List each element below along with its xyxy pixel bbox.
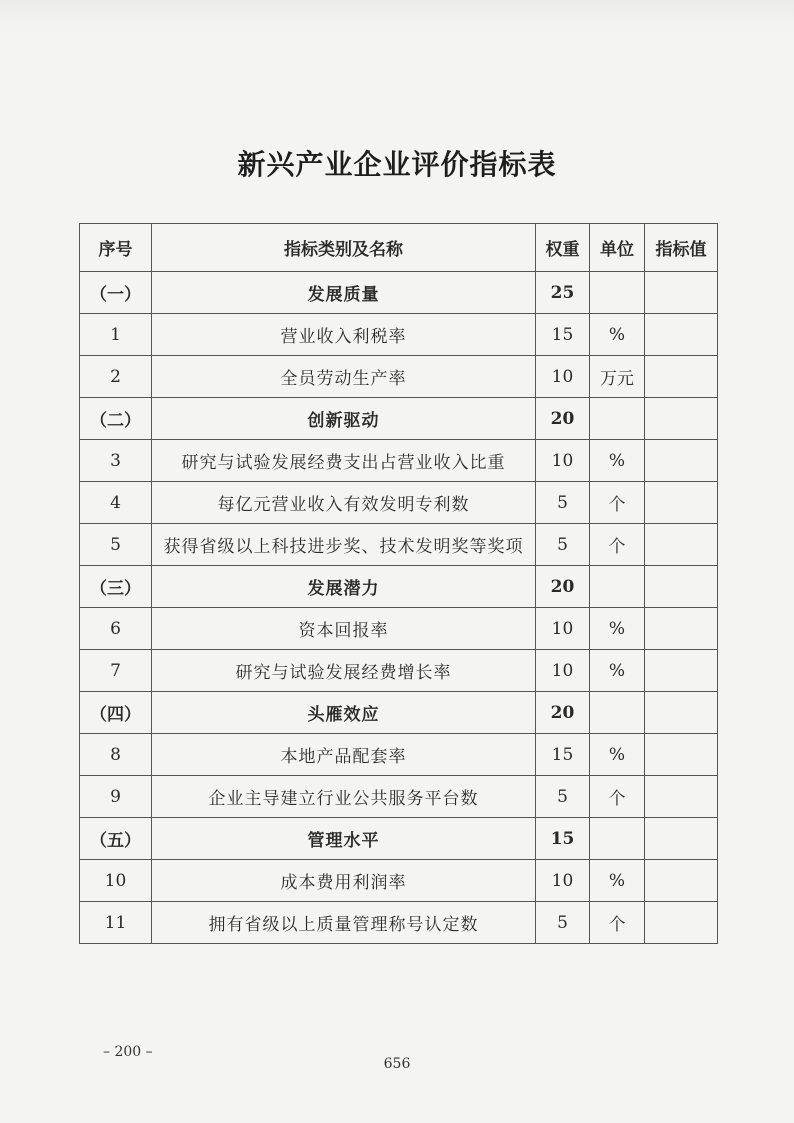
header-value: 指标值 <box>645 224 718 272</box>
table-row <box>80 650 718 692</box>
cell-seq: （五） <box>80 818 152 860</box>
scan-shadow <box>0 0 794 30</box>
table-body <box>80 272 718 944</box>
cell-value <box>645 650 718 692</box>
table-row <box>80 314 718 356</box>
cell-weight: 5 <box>536 524 590 566</box>
cell-weight: 20 <box>536 566 590 608</box>
page-number-left: – 200 – <box>103 1044 153 1060</box>
cell-weight: 10 <box>536 440 590 482</box>
cell-seq: 2 <box>80 356 152 398</box>
cell-weight: 15 <box>536 314 590 356</box>
table-header-row <box>80 224 718 272</box>
cell-name: 发展质量 <box>152 272 536 314</box>
cell-unit <box>590 566 645 608</box>
cell-unit <box>590 398 645 440</box>
cell-unit: 万元 <box>590 356 645 398</box>
cell-unit: 个 <box>590 776 645 818</box>
header-unit: 单位 <box>590 224 645 272</box>
cell-seq: 4 <box>80 482 152 524</box>
cell-weight: 10 <box>536 860 590 902</box>
table-row <box>80 902 718 944</box>
cell-value <box>645 440 718 482</box>
cell-unit: 个 <box>590 524 645 566</box>
cell-unit <box>590 692 645 734</box>
cell-unit: 个 <box>590 482 645 524</box>
cell-value <box>645 734 718 776</box>
cell-name: 头雁效应 <box>152 692 536 734</box>
cell-seq: 7 <box>80 650 152 692</box>
cell-value <box>645 398 718 440</box>
cell-name: 研究与试验发展经费增长率 <box>152 650 536 692</box>
cell-value <box>645 608 718 650</box>
cell-name: 全员劳动生产率 <box>152 356 536 398</box>
cell-weight: 15 <box>536 818 590 860</box>
cell-unit: % <box>590 608 645 650</box>
cell-weight: 5 <box>536 776 590 818</box>
indicator-table <box>79 223 718 944</box>
cell-weight: 15 <box>536 734 590 776</box>
table-row <box>80 860 718 902</box>
cell-name: 企业主导建立行业公共服务平台数 <box>152 776 536 818</box>
cell-value <box>645 524 718 566</box>
header-weight: 权重 <box>536 224 590 272</box>
cell-seq: （三） <box>80 566 152 608</box>
cell-seq: 6 <box>80 608 152 650</box>
cell-name: 资本回报率 <box>152 608 536 650</box>
category-row <box>80 272 718 314</box>
category-row <box>80 566 718 608</box>
cell-name: 营业收入利税率 <box>152 314 536 356</box>
cell-seq: 5 <box>80 524 152 566</box>
cell-weight: 10 <box>536 650 590 692</box>
cell-seq: （四） <box>80 692 152 734</box>
cell-name: 发展潜力 <box>152 566 536 608</box>
cell-seq: （二） <box>80 398 152 440</box>
cell-unit: % <box>590 650 645 692</box>
cell-weight: 25 <box>536 272 590 314</box>
cell-name: 管理水平 <box>152 818 536 860</box>
cell-value <box>645 272 718 314</box>
cell-seq: 1 <box>80 314 152 356</box>
table-row <box>80 734 718 776</box>
cell-name: 研究与试验发展经费支出占营业收入比重 <box>152 440 536 482</box>
cell-value <box>645 860 718 902</box>
cell-value <box>645 566 718 608</box>
cell-unit: 个 <box>590 902 645 944</box>
cell-value <box>645 482 718 524</box>
cell-weight: 5 <box>536 902 590 944</box>
cell-unit <box>590 272 645 314</box>
header-seq: 序号 <box>80 224 152 272</box>
cell-weight: 10 <box>536 356 590 398</box>
cell-value <box>645 776 718 818</box>
cell-weight: 20 <box>536 398 590 440</box>
category-row <box>80 692 718 734</box>
cell-unit: % <box>590 734 645 776</box>
category-row <box>80 398 718 440</box>
cell-unit: % <box>590 314 645 356</box>
cell-seq: 11 <box>80 902 152 944</box>
table-row <box>80 776 718 818</box>
cell-name: 成本费用利润率 <box>152 860 536 902</box>
cell-unit <box>590 818 645 860</box>
cell-seq: 9 <box>80 776 152 818</box>
cell-seq: 10 <box>80 860 152 902</box>
cell-weight: 20 <box>536 692 590 734</box>
cell-weight: 5 <box>536 482 590 524</box>
cell-name: 拥有省级以上质量管理称号认定数 <box>152 902 536 944</box>
cell-unit: % <box>590 860 645 902</box>
cell-seq: 3 <box>80 440 152 482</box>
cell-value <box>645 692 718 734</box>
table-row <box>80 524 718 566</box>
cell-name: 创新驱动 <box>152 398 536 440</box>
cell-value <box>645 818 718 860</box>
table-row <box>80 482 718 524</box>
cell-name: 每亿元营业收入有效发明专利数 <box>152 482 536 524</box>
cell-name: 本地产品配套率 <box>152 734 536 776</box>
cell-value <box>645 902 718 944</box>
category-row <box>80 818 718 860</box>
table-row <box>80 608 718 650</box>
cell-value <box>645 314 718 356</box>
page-number-center: 656 <box>383 1056 411 1072</box>
table-row <box>80 440 718 482</box>
table-row <box>80 356 718 398</box>
cell-weight: 10 <box>536 608 590 650</box>
cell-seq: （一） <box>80 272 152 314</box>
header-name: 指标类别及名称 <box>152 224 536 272</box>
page-title: 新兴产业企业评价指标表 <box>237 148 557 181</box>
cell-unit: % <box>590 440 645 482</box>
cell-name: 获得省级以上科技进步奖、技术发明奖等奖项 <box>152 524 536 566</box>
cell-value <box>645 356 718 398</box>
cell-seq: 8 <box>80 734 152 776</box>
